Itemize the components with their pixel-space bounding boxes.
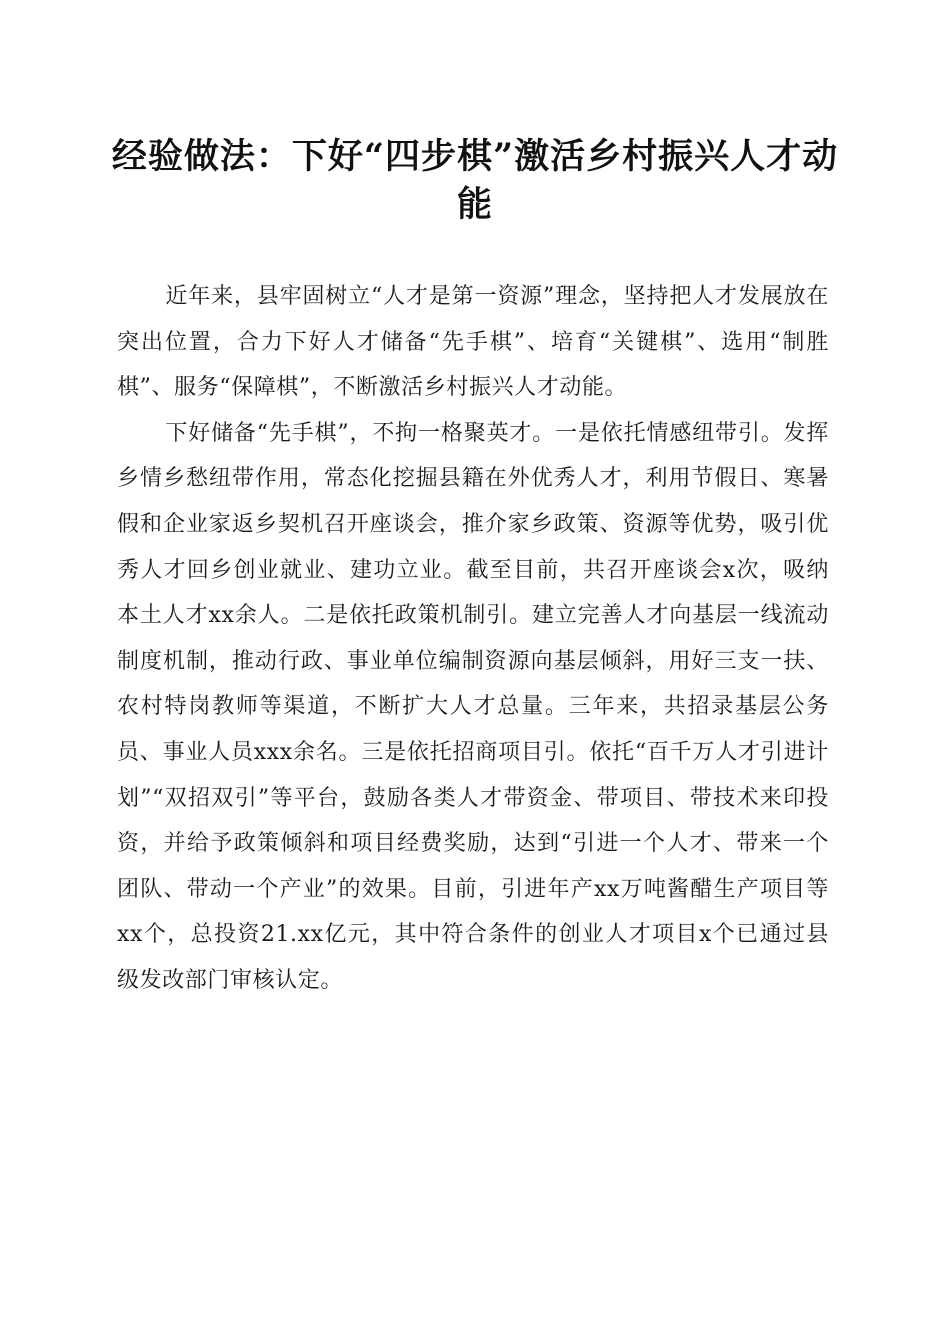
paragraph-reserve: 下好储备“先手棋”，不拘一格聚英才。一是依托情感纽带引。发挥乡情乡愁纽带作用，常态化挖掘县籍在外优秀人才，利用节假日、寒暑假和企业家返乡契机召开座谈会，推介家乡政策、资源等优势，吸引优秀人才回乡创业就业、建功立业。截至目前，共召开座谈会x次，吸纳本土人才xx余人。二是依托政策机制引。建立完善人才向基层一线流动制度机制，推动行政、事业单位编制资源向基层倾斜，用好三支一扶、农村特岗教师等渠道，不断扩大人才总量。三年来，共招录基层公务员、事业人员xxx余名。三是依托招商项目引。依托“百千万人才引进计划”“双招双引”等平台，鼓励各类人才带资金、带项目、带技术来印投资，并给予政策倾斜和项目经费奖励，达到“引进一个人才、带来一个团队、带动一个产业”的效果。目前，引进年产xx万吨酱醋生产项目等xx个，总投资21.xx亿元，其中符合条件的创业人才项目x个已通过县级发改部门审核认定。: [117, 420, 829, 993]
paragraph-intro: 近年来，县牢固树立“人才是第一资源”理念，坚持把人才发展放在突出位置，合力下好人才储备“先手棋”、培育“关键棋”、选用“制胜棋”、服务“保障棋”，不断激活乡村振兴人才动能。: [117, 284, 829, 401]
document-title: 经验做法：下好“四步棋”激活乡村振兴人才动能: [111, 136, 839, 225]
document-body: [117, 274, 829, 1004]
